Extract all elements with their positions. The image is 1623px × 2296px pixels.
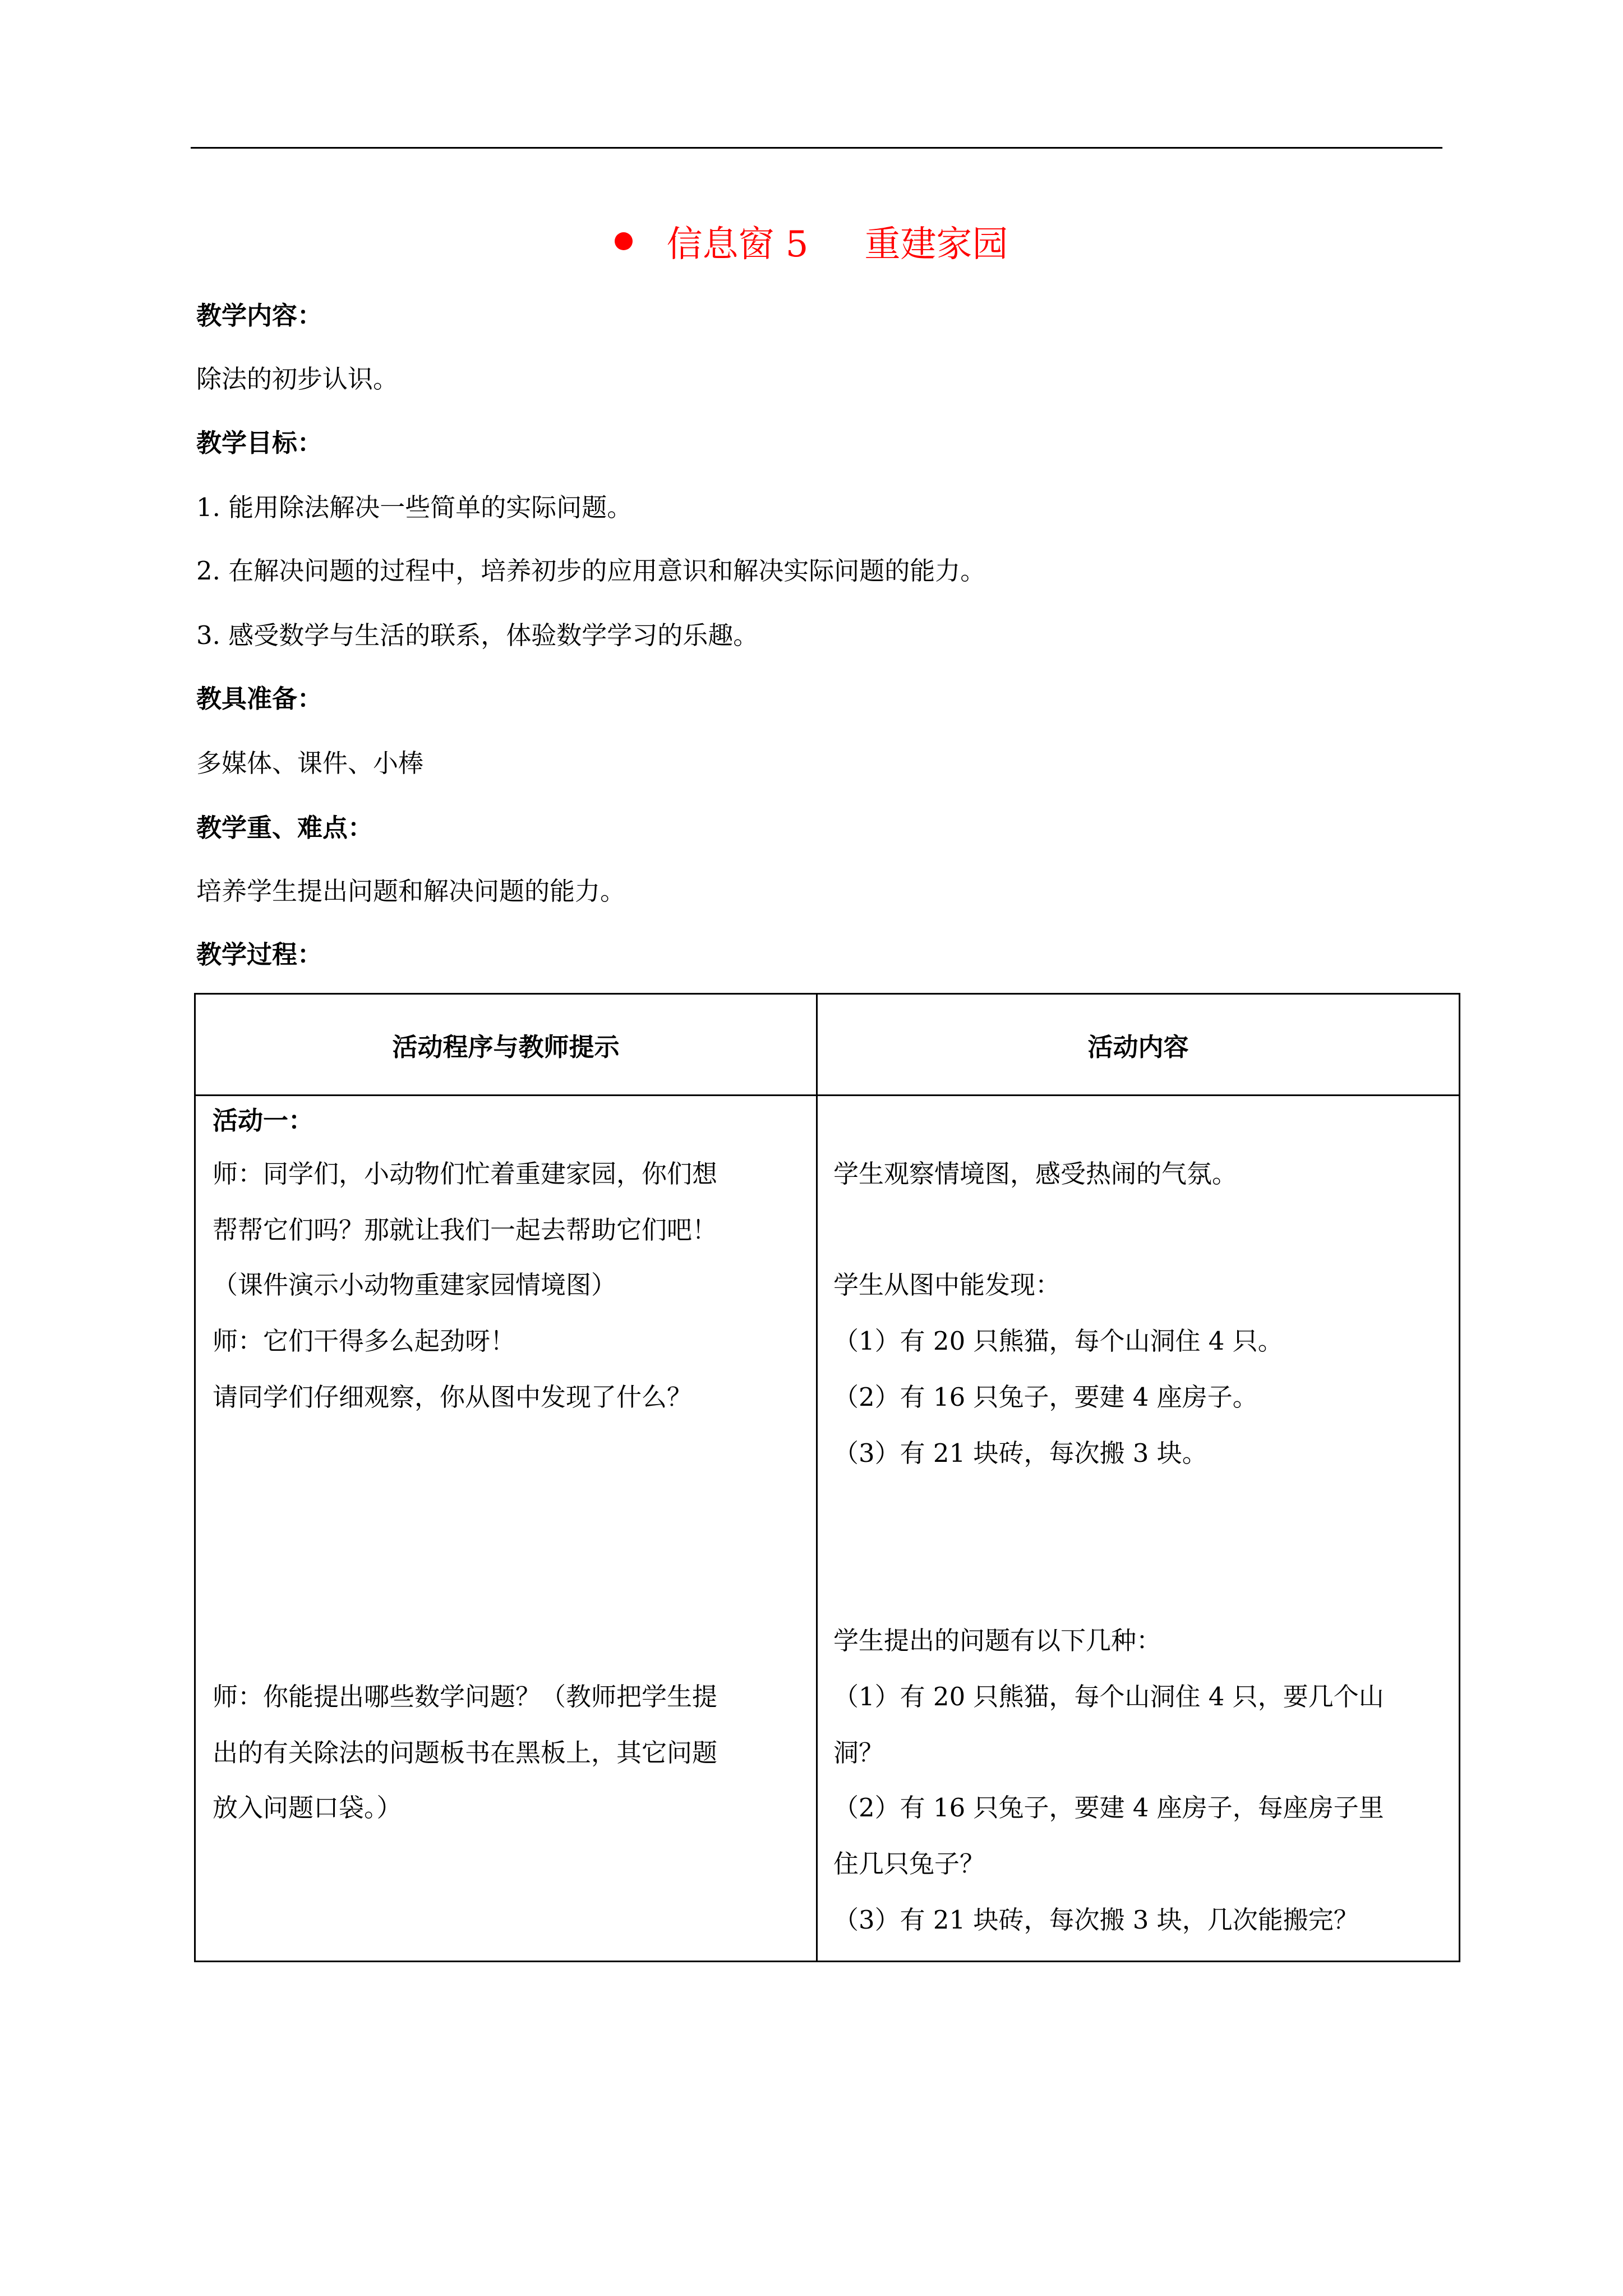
teacher-line: 师：它们干得多么起劲呀！ [213,1326,516,1356]
process-table [194,993,1460,1962]
discovery-item: （3）有 21 块砖，每次搬 3 块。 [833,1438,1207,1468]
teacher-line: 放入问题口袋。） [213,1793,402,1823]
bullet-icon [615,232,633,250]
column-header-content: 活动内容 [1087,1032,1189,1062]
teacher-line: 请同学们仔细观察，你从图中发现了什么？ [213,1382,693,1412]
content-text: 除法的初步认识。 [196,364,399,394]
teacher-line: 师：你能提出哪些数学问题？（教师把学生提 [213,1682,718,1711]
tools-heading: 教具准备： [196,684,323,714]
question-line: （2）有 16 只兔子，要建 4 座房子，每座房子里 [833,1793,1384,1823]
tools-text: 多媒体、课件、小棒 [196,748,424,778]
goals-heading: 教学目标： [196,428,323,458]
questions-intro: 学生提出的问题有以下几种： [833,1626,1162,1655]
focus-heading: 教学重、难点： [196,813,374,843]
teacher-line: （课件演示小动物重建家园情境图） [213,1270,617,1300]
student-observe: 学生观察情境图，感受热闹的气氛。 [833,1159,1238,1189]
title-name: 重建家园 [864,224,1008,265]
activity-label: 活动一： [213,1106,314,1135]
question-line: 洞？ [833,1738,884,1768]
column-header-procedure: 活动程序与教师提示 [392,1032,620,1062]
question-line: （3）有 21 块砖，每次搬 3 块，几次能搬完？ [833,1905,1359,1935]
goal-item-2: 2. 在解决问题的过程中，培养初步的应用意识和解决实际问题的能力。 [196,556,986,586]
focus-text: 培养学生提出问题和解决问题的能力。 [196,876,626,906]
column-divider [816,995,818,1961]
discovery-item: （2）有 16 只兔子，要建 4 座房子。 [833,1382,1258,1412]
goal-item-1: 1. 能用除法解决一些简单的实际问题。 [196,493,633,522]
process-heading: 教学过程： [196,940,323,969]
question-line: （1）有 20 只熊猫，每个山洞住 4 只，要几个山 [833,1682,1384,1711]
header-rule [191,147,1442,149]
discover-intro: 学生从图中能发现： [833,1270,1061,1300]
discovery-item: （1）有 20 只熊猫，每个山洞住 4 只。 [833,1326,1283,1356]
header-row-divider [196,1094,1459,1096]
teacher-line: 帮帮它们吗？那就让我们一起去帮助它们吧！ [213,1215,718,1245]
page-title [0,210,1623,272]
title-prefix: 信息窗 5 [666,224,809,265]
question-line: 住几只兔子？ [833,1849,985,1879]
teacher-line: 师：同学们，小动物们忙着重建家园，你们想 [213,1159,718,1189]
teacher-line: 出的有关除法的问题板书在黑板上，其它问题 [213,1738,718,1768]
goal-item-3: 3. 感受数学与生活的联系，体验数学学习的乐趣。 [196,620,759,650]
content-heading: 教学内容： [196,301,323,330]
